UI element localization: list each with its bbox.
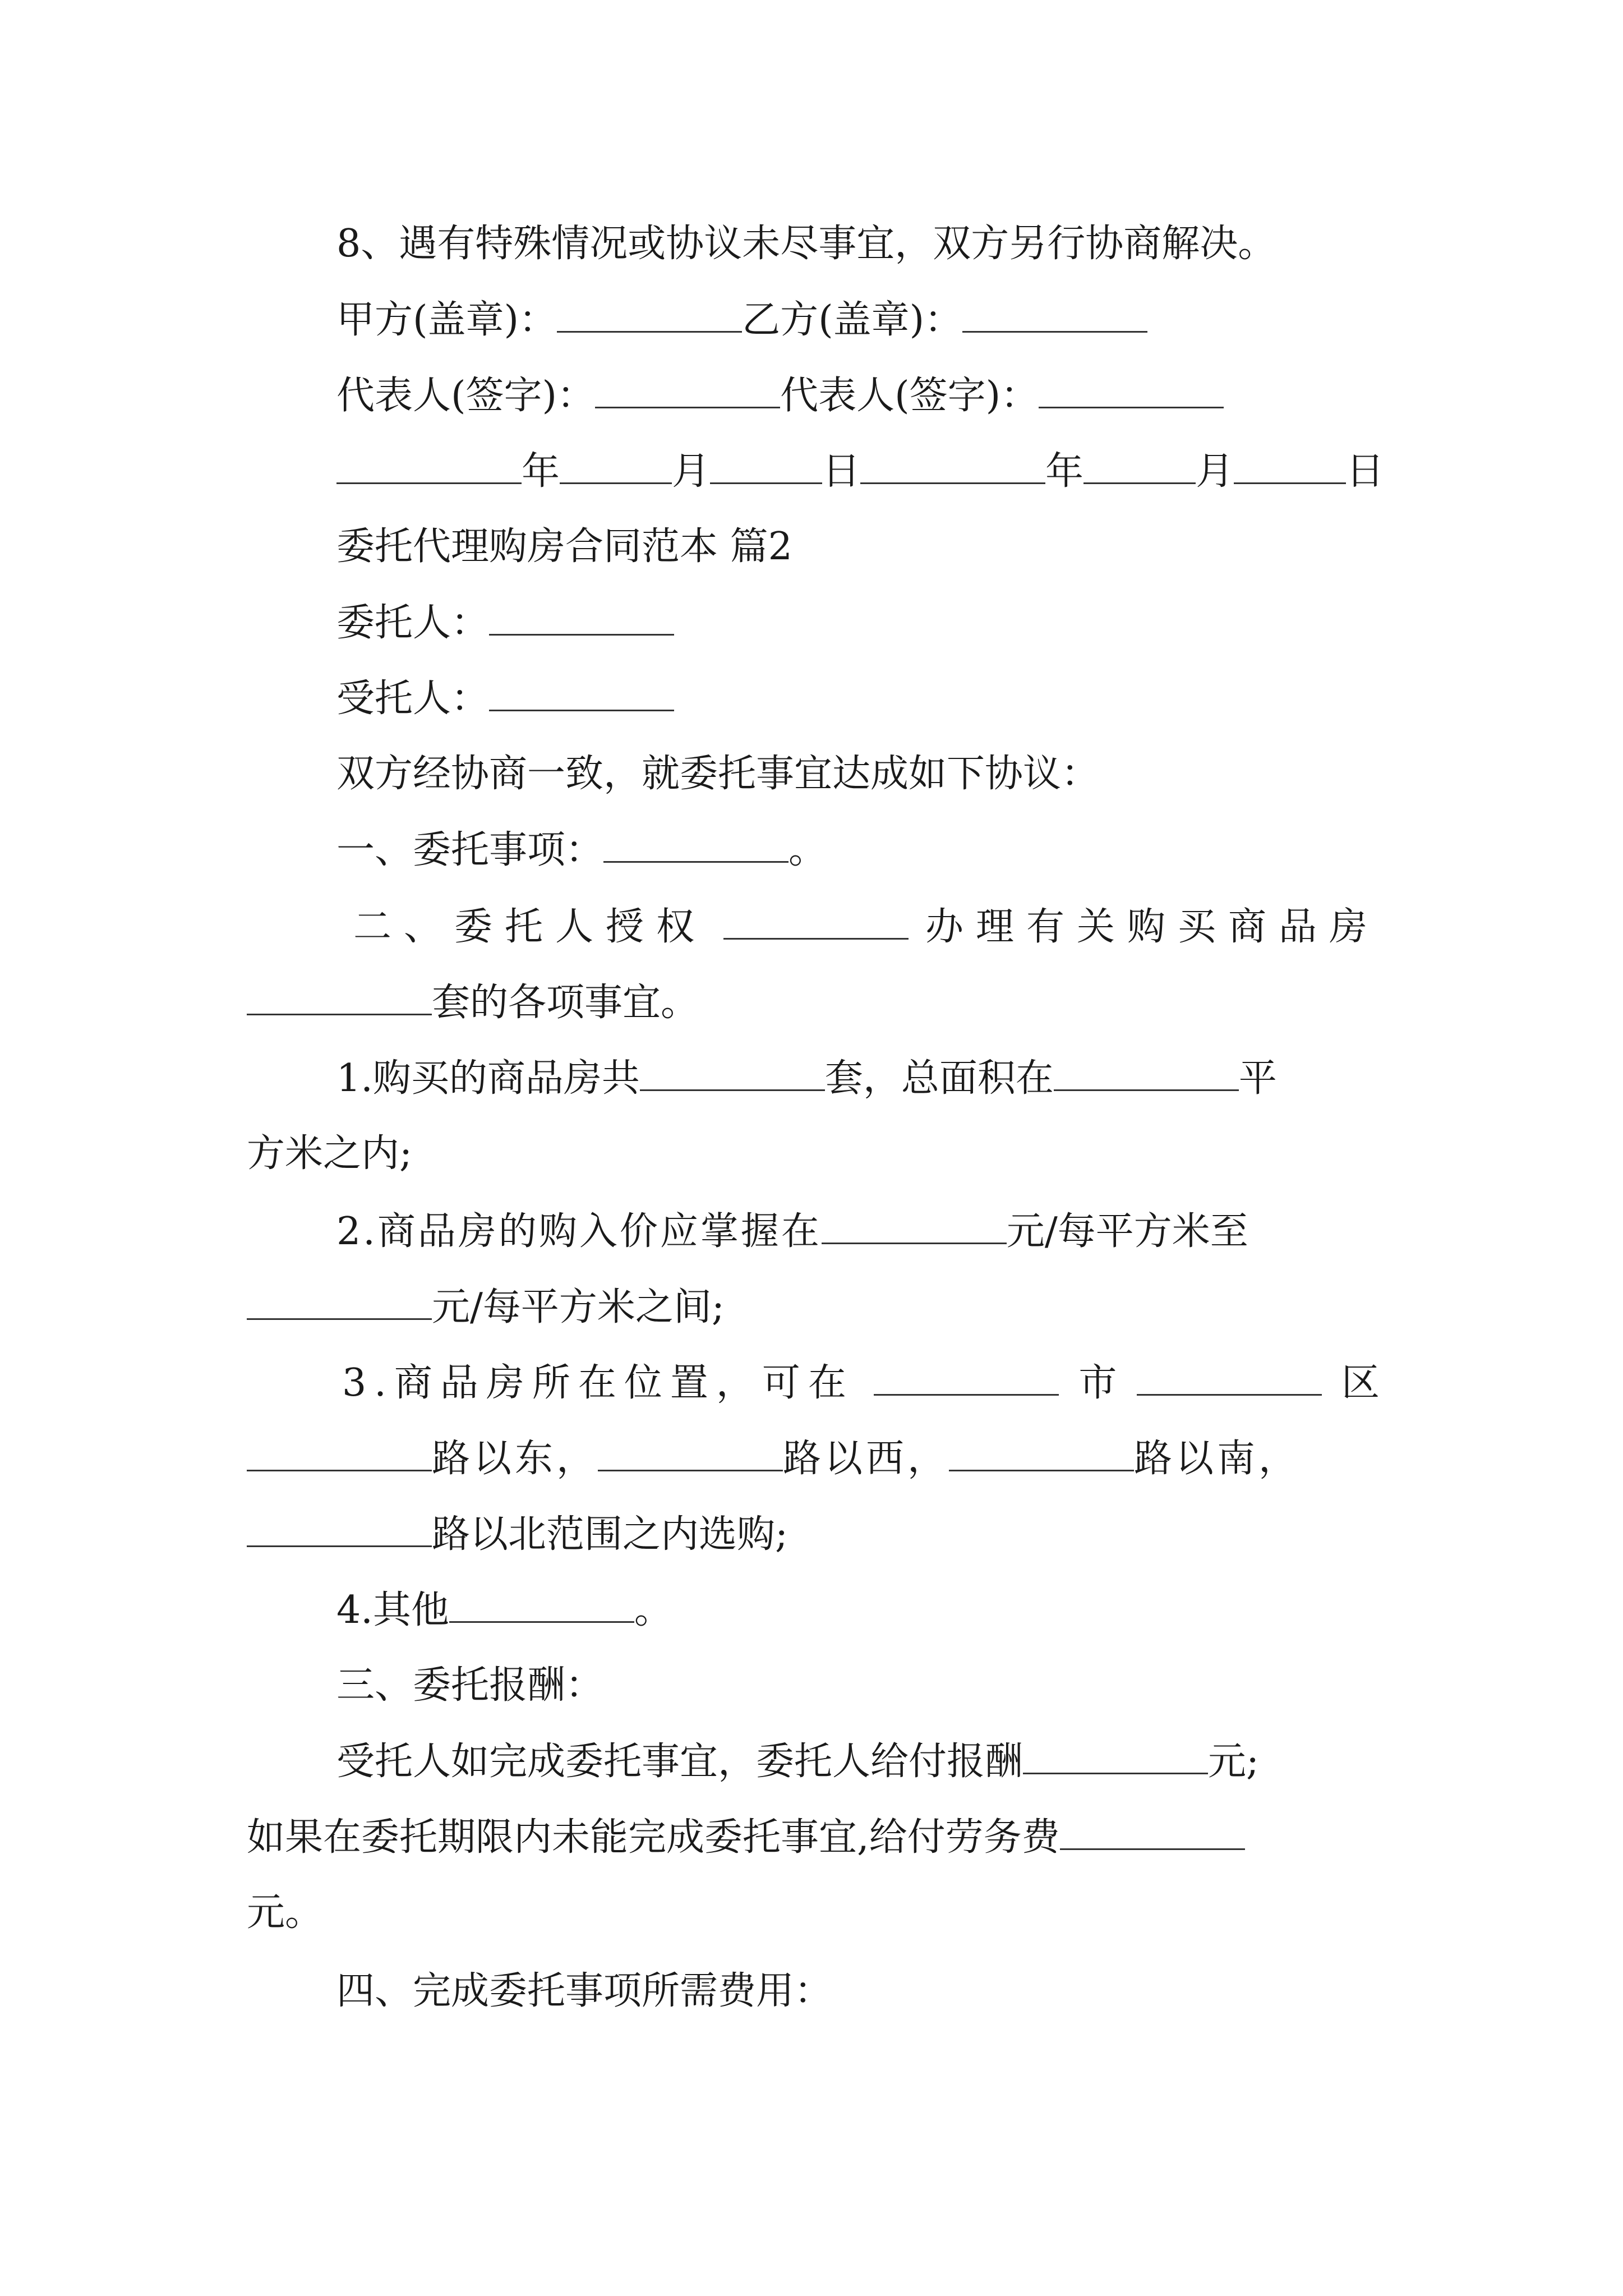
sub-2-mid: 元/每平方米至 [1006, 1209, 1248, 1254]
party-a-seal-label: 甲方(盖章)： [336, 298, 557, 342]
date-line [336, 449, 1384, 494]
clause-8-text: 8、遇有特殊情况或协议未尽事宜，双方另行协商解决。 [336, 222, 1276, 266]
fee-text-a: 受托人如完成委托事宜，委托人给付报酬 [336, 1740, 1023, 1784]
rep-b-blank [1039, 373, 1224, 408]
sub-3-line3 [247, 1512, 788, 1557]
year-b-label: 年 [1045, 449, 1084, 494]
sub-1-line2 [247, 1131, 412, 1176]
fee-line3 [247, 1890, 323, 1935]
client-line [336, 600, 674, 646]
sub-4-label: 4.其他 [336, 1588, 449, 1632]
sub-4-line [336, 1588, 672, 1633]
fee-line2 [247, 1815, 1245, 1860]
intro-text: 双方经协商一致，就委托事宜达成如下协议： [336, 752, 1100, 796]
clause-2-end: 套的各项事宜。 [432, 981, 699, 1025]
sub-1-end: 方米之内; [247, 1131, 412, 1176]
month-b-blank [1083, 449, 1196, 484]
year-a-blank [336, 449, 522, 484]
party-b-seal-label: 乙方(盖章)： [742, 298, 963, 342]
sub-3-blank-district [1137, 1360, 1322, 1396]
clause-1-label: 一、委托事项： [336, 828, 604, 872]
party-b-seal-blank [962, 297, 1147, 333]
sub-2-label: 2.商品房的购入价应掌握在 [336, 1209, 822, 1254]
sub-1-unit: 平 [1238, 1056, 1277, 1101]
sub-1-blank-b [1054, 1056, 1239, 1091]
sub-2-blank-b [247, 1285, 432, 1320]
clause-2-label: 二、委托人授权 [353, 905, 707, 949]
day-b-label: 日 [1346, 449, 1385, 494]
seal-line [336, 297, 1147, 343]
day-b-blank [1234, 449, 1346, 484]
sub-3-district: 区 [1341, 1361, 1380, 1405]
fee-text-c: 如果在委托期限内未能完成委托事宜,给付劳务费 [247, 1815, 1060, 1860]
day-a-blank [710, 449, 822, 484]
clause-3 [336, 1663, 603, 1708]
sub-3-blank-city [874, 1360, 1059, 1396]
fee-line1 [336, 1739, 1259, 1784]
agent-line [336, 676, 674, 721]
fee-blank-b [1060, 1815, 1245, 1850]
sub-1-blank-a [640, 1056, 825, 1091]
sub-3-line1 [342, 1360, 1380, 1406]
clause-2-blank-b [247, 980, 432, 1015]
sub-3-city: 市 [1078, 1361, 1117, 1405]
client-label: 委托人： [336, 601, 490, 645]
sub-3-blank-west [598, 1436, 783, 1471]
sub-2-end: 元/每平方米之间; [432, 1285, 725, 1329]
rep-a-blank [595, 373, 780, 408]
sub-3-south: 路以南， [1134, 1437, 1301, 1481]
clause-8 [336, 222, 1276, 266]
rep-a-label: 代表人(签字)： [336, 374, 596, 418]
clause-2-text: 办理有关购买商品房 [925, 905, 1380, 949]
client-blank [489, 600, 674, 636]
year-b-blank [860, 449, 1045, 484]
clause-2-line1 [353, 904, 1380, 950]
month-a-label: 月 [672, 449, 711, 494]
rep-b-label: 代表人(签字)： [780, 374, 1039, 418]
sub-2-blank-a [822, 1209, 1007, 1244]
day-a-label: 日 [822, 449, 861, 494]
fee-unit-b: 元。 [247, 1890, 324, 1935]
sub-3-blank-north [247, 1512, 432, 1547]
fee-blank-a [1023, 1739, 1208, 1774]
agent-label: 受托人： [336, 677, 490, 721]
clause-2-line2 [247, 980, 699, 1025]
sub-3-label: 3.商品房所在位置，可在 [342, 1361, 854, 1405]
agent-blank [489, 676, 674, 711]
sub-3-blank-south [949, 1436, 1134, 1471]
sub-1-mid: 套，总面积在 [824, 1056, 1054, 1101]
month-a-blank [560, 449, 672, 484]
sub-4-blank [449, 1588, 634, 1623]
section-title-text: 委托代理购房合同范本 篇2 [336, 524, 792, 569]
fee-unit-a: 元; [1208, 1740, 1259, 1784]
sub-3-west: 路以西， [783, 1437, 949, 1481]
clause-2-blank-a [723, 904, 909, 940]
year-a-label: 年 [522, 449, 560, 494]
clause-1-end: 。 [789, 828, 827, 872]
sub-4-end: 。 [634, 1588, 672, 1632]
party-a-seal-blank [557, 297, 742, 333]
intro-line [336, 752, 1099, 797]
month-b-label: 月 [1196, 449, 1234, 494]
sub-3-east: 路以东， [432, 1437, 598, 1481]
clause-1 [336, 827, 827, 873]
sub-2-line2 [247, 1285, 725, 1330]
section-title [336, 524, 792, 569]
sub-3-blank-east [247, 1436, 432, 1471]
clause-4-text: 四、完成委托事项所需费用： [336, 1969, 833, 2013]
sub-2-line1 [336, 1209, 1248, 1254]
sub-3-north: 路以北范围之内选购; [432, 1512, 788, 1557]
clause-4 [336, 1969, 832, 2014]
clause-3-text: 三、委托报酬： [336, 1663, 604, 1708]
sub-3-line2 [247, 1436, 1300, 1481]
sub-1-label: 1.购买的商品房共 [336, 1056, 640, 1101]
sub-1-line1 [336, 1056, 1277, 1101]
signature-line [336, 373, 1224, 418]
clause-1-blank [603, 827, 789, 863]
